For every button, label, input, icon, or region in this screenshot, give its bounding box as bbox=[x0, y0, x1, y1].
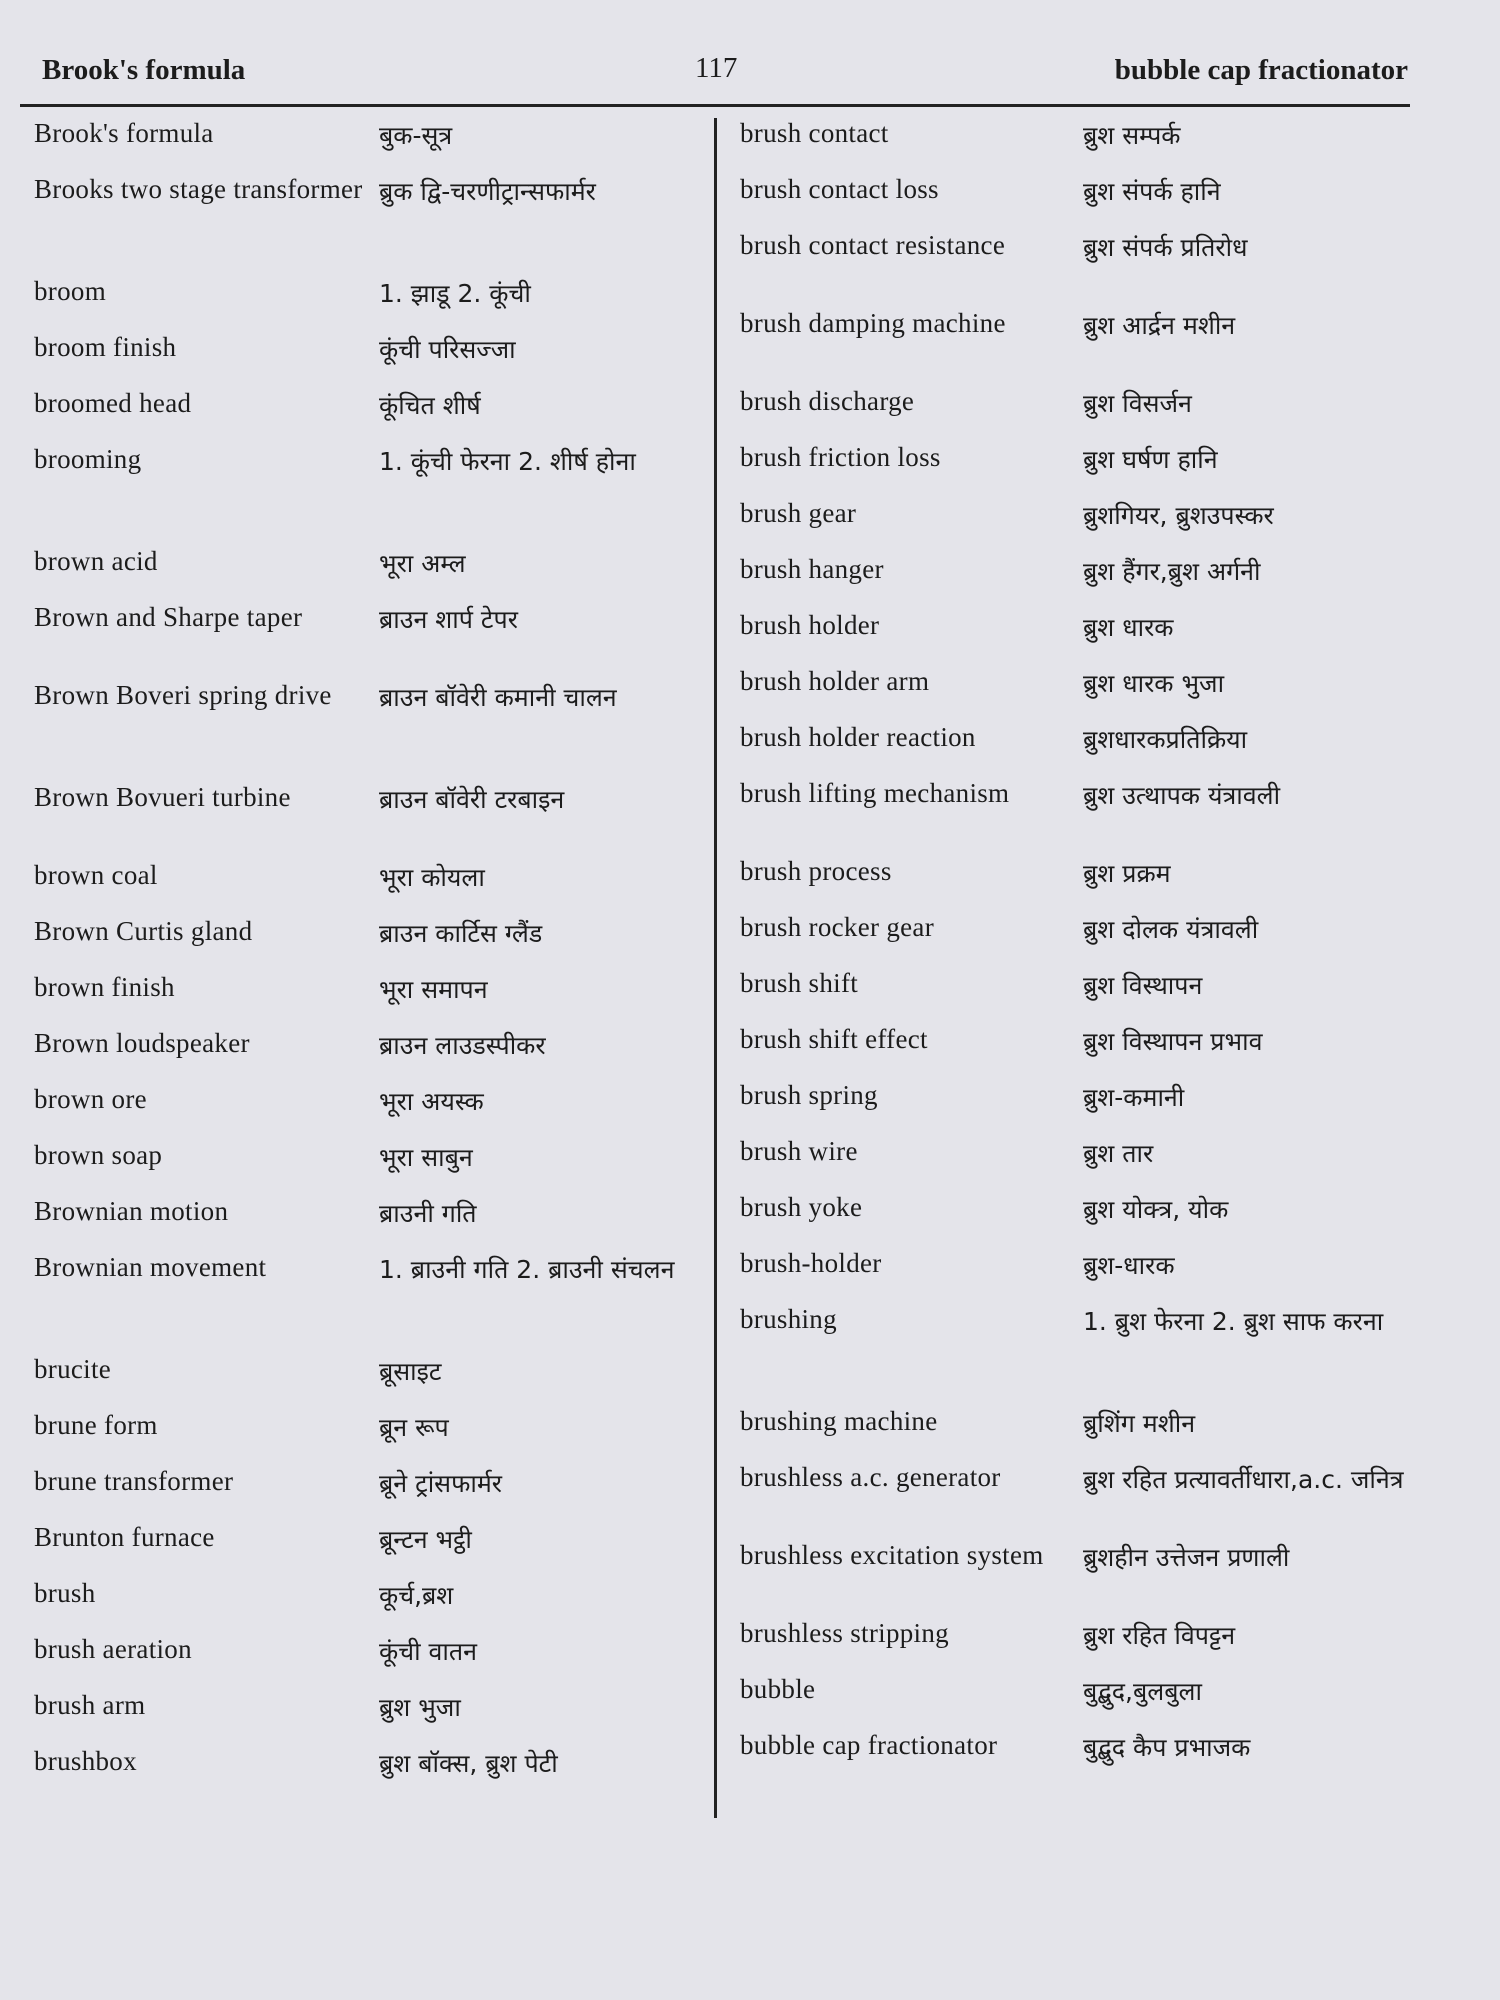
entry-hindi-equivalent: ब्रुश घर्षण हानि bbox=[1083, 445, 1218, 474]
entry-term: brush contact resistance bbox=[740, 230, 1006, 260]
dictionary-entry bbox=[34, 1348, 704, 1404]
entry-hindi-equivalent: ब्रूसाइट bbox=[379, 1357, 442, 1386]
entry-hindi-equivalent: कूंची परिसज्जा bbox=[379, 335, 516, 364]
entry-term: brush damping machine bbox=[740, 308, 1006, 338]
entry-hindi-equivalent: ब्रुश-कमानी bbox=[1083, 1083, 1185, 1112]
entry-hindi-equivalent: भूरा कोयला bbox=[379, 863, 485, 892]
entry-hindi-equivalent: भूरा साबुन bbox=[379, 1143, 473, 1172]
entry-term: brush holder reaction bbox=[740, 722, 976, 752]
entry-term: brushless a.c. generator bbox=[740, 1462, 1001, 1492]
entry-term: brush holder arm bbox=[740, 666, 930, 696]
entry-term: brushless excitation system bbox=[740, 1540, 1044, 1570]
entry-hindi-equivalent: ब्रुश हैंगर,ब्रुश अर्गनी bbox=[1083, 557, 1261, 586]
entry-term: brush rocker gear bbox=[740, 912, 935, 942]
dictionary-entry bbox=[34, 1516, 704, 1572]
dictionary-entry bbox=[740, 1668, 1420, 1724]
entry-term: Brunton furnace bbox=[34, 1522, 215, 1552]
right-column bbox=[740, 112, 1420, 1802]
entry-term: Brown Curtis gland bbox=[34, 916, 253, 946]
entry-term: brush hanger bbox=[740, 554, 884, 584]
entry-term: brush gear bbox=[740, 498, 857, 528]
dictionary-entry bbox=[34, 966, 704, 1022]
entry-hindi-equivalent: भूरा समापन bbox=[379, 975, 488, 1004]
entry-term: brush-holder bbox=[740, 1248, 882, 1278]
entry-term: brushless stripping bbox=[740, 1618, 949, 1648]
entry-hindi-equivalent: भूरा अयस्क bbox=[379, 1087, 484, 1116]
dictionary-entry bbox=[34, 1134, 704, 1190]
dictionary-entry bbox=[740, 1612, 1420, 1668]
dictionary-entry bbox=[740, 1242, 1420, 1298]
dictionary-entry bbox=[740, 380, 1420, 436]
entry-term: brushing bbox=[740, 1304, 837, 1334]
dictionary-entry bbox=[740, 112, 1420, 168]
entry-hindi-equivalent: ब्रुश संपर्क प्रतिरोध bbox=[1083, 233, 1248, 262]
entry-hindi-equivalent: ब्रुश विस्थापन प्रभाव bbox=[1083, 1027, 1263, 1056]
dictionary-entry bbox=[740, 660, 1420, 716]
dictionary-entry bbox=[34, 168, 704, 270]
dictionary-entry bbox=[740, 1130, 1420, 1186]
right-guide-word: bubble cap fractionator bbox=[1114, 54, 1408, 86]
entry-hindi-equivalent: ब्रुशधारकप्रतिक्रिया bbox=[1083, 725, 1248, 754]
entry-hindi-equivalent: भूरा अम्ल bbox=[379, 549, 466, 578]
entry-hindi-equivalent: ब्रुशहीन उत्तेजन प्रणाली bbox=[1083, 1543, 1290, 1572]
dictionary-entry bbox=[740, 1298, 1420, 1400]
dictionary-entry bbox=[740, 224, 1420, 302]
entry-term: brune transformer bbox=[34, 1466, 234, 1496]
dictionary-entry bbox=[740, 168, 1420, 224]
entry-hindi-equivalent: ब्रुश दोलक यंत्रावली bbox=[1083, 915, 1259, 944]
entry-hindi-equivalent: कूंची वातन bbox=[379, 1637, 477, 1666]
column-divider bbox=[714, 118, 717, 1818]
entry-term: brush shift bbox=[740, 968, 859, 998]
dictionary-entry bbox=[740, 604, 1420, 660]
page-header bbox=[40, 52, 1408, 92]
entry-term: brush bbox=[34, 1578, 96, 1608]
entry-term: Brown loudspeaker bbox=[34, 1028, 250, 1058]
entry-hindi-equivalent: 1. ब्रुश फेरना 2. ब्रुश साफ करना bbox=[1083, 1307, 1384, 1336]
entry-hindi-equivalent: ब्रूने ट्रांसफार्मर bbox=[379, 1469, 502, 1498]
dictionary-entry bbox=[34, 1022, 704, 1078]
dictionary-entry bbox=[740, 1456, 1420, 1534]
dictionary-entry bbox=[34, 596, 704, 674]
entry-hindi-equivalent: ब्रुश सम्पर्क bbox=[1083, 121, 1181, 150]
dictionary-entry bbox=[34, 112, 704, 168]
entry-term: brown soap bbox=[34, 1140, 163, 1170]
dictionary-entry bbox=[740, 1724, 1420, 1802]
entry-term: Brown and Sharpe taper bbox=[34, 602, 303, 632]
dictionary-entry bbox=[740, 436, 1420, 492]
entry-term: brush arm bbox=[34, 1690, 146, 1720]
dictionary-entry bbox=[740, 492, 1420, 548]
entry-hindi-equivalent: ब्रुश उत्थापक यंत्रावली bbox=[1083, 781, 1281, 810]
entry-term: broom bbox=[34, 276, 106, 306]
entry-hindi-equivalent: कूंचित शीर्ष bbox=[379, 391, 481, 420]
entry-hindi-equivalent: ब्रुश योक्त्र, योक bbox=[1083, 1195, 1229, 1224]
entry-hindi-equivalent: ब्रुश बॉक्स, ब्रुश पेटी bbox=[379, 1749, 558, 1778]
entry-term: brush contact loss bbox=[740, 174, 939, 204]
entry-term: broomed head bbox=[34, 388, 192, 418]
entry-hindi-equivalent: ब्रुश-धारक bbox=[1083, 1251, 1175, 1280]
dictionary-entry bbox=[740, 962, 1420, 1018]
dictionary-entry bbox=[740, 548, 1420, 604]
entry-term: Brooks two stage transformer bbox=[34, 174, 363, 204]
entry-hindi-equivalent: बुद्बुद कैप प्रभाजक bbox=[1083, 1733, 1251, 1762]
entry-hindi-equivalent: ब्रुश विस्थापन bbox=[1083, 971, 1203, 1000]
dictionary-entry bbox=[740, 1400, 1420, 1456]
dictionary-entry bbox=[740, 302, 1420, 380]
entry-hindi-equivalent: ब्रुक द्वि-चरणीट्रान्सफार्मर bbox=[379, 177, 596, 206]
entry-hindi-equivalent: ब्रुश तार bbox=[1083, 1139, 1154, 1168]
dictionary-entry bbox=[740, 906, 1420, 962]
entry-hindi-equivalent: ब्राउनी गति bbox=[379, 1199, 477, 1228]
entry-term: brooming bbox=[34, 444, 142, 474]
entry-term: brush contact bbox=[740, 118, 889, 148]
dictionary-entry bbox=[740, 1534, 1420, 1612]
entry-term: bubble bbox=[740, 1674, 816, 1704]
entry-term: brush holder bbox=[740, 610, 880, 640]
entry-term: Brownian motion bbox=[34, 1196, 229, 1226]
dictionary-entry bbox=[34, 540, 704, 596]
entry-hindi-equivalent: ब्रून्टन भट्ठी bbox=[379, 1525, 472, 1554]
dictionary-entry bbox=[34, 1246, 704, 1348]
entry-hindi-equivalent: 1. ब्राउनी गति 2. ब्राउनी संचलन bbox=[379, 1255, 675, 1284]
dictionary-entry bbox=[740, 772, 1420, 850]
entry-term: brown acid bbox=[34, 546, 158, 576]
dictionary-entry bbox=[34, 1740, 704, 1796]
entry-hindi-equivalent: ब्रुश भुजा bbox=[379, 1693, 461, 1722]
entry-hindi-equivalent: ब्रुश प्रक्रम bbox=[1083, 859, 1171, 888]
left-column bbox=[34, 112, 704, 1796]
dictionary-entry bbox=[740, 1074, 1420, 1130]
dictionary-entry bbox=[34, 1684, 704, 1740]
dictionary-entry bbox=[740, 1186, 1420, 1242]
entry-hindi-equivalent: ब्राउन बॉवेरी टरबाइन bbox=[379, 785, 565, 814]
dictionary-entry bbox=[34, 438, 704, 540]
entry-hindi-equivalent: ब्रुश आर्द्रन मशीन bbox=[1083, 311, 1236, 340]
entry-hindi-equivalent: ब्राउन बॉवेरी कमानी चालन bbox=[379, 683, 617, 712]
dictionary-entry bbox=[34, 1572, 704, 1628]
entry-hindi-equivalent: ब्रुश रहित विपट्टन bbox=[1083, 1621, 1236, 1650]
dictionary-entry bbox=[34, 1078, 704, 1134]
dictionary-entry bbox=[34, 674, 704, 776]
entry-hindi-equivalent: 1. कूंची फेरना 2. शीर्ष होना bbox=[379, 447, 636, 476]
entry-term: brucite bbox=[34, 1354, 112, 1384]
dictionary-entry bbox=[740, 1018, 1420, 1074]
dictionary-entry bbox=[740, 850, 1420, 906]
entry-hindi-equivalent: ब्रून रूप bbox=[379, 1413, 449, 1442]
entry-term: broom finish bbox=[34, 332, 177, 362]
entry-term: brush process bbox=[740, 856, 892, 886]
entry-term: brush shift effect bbox=[740, 1024, 928, 1054]
dictionary-entry bbox=[34, 270, 704, 326]
dictionary-entry bbox=[34, 854, 704, 910]
entry-term: brown coal bbox=[34, 860, 158, 890]
dictionary-entry bbox=[34, 326, 704, 382]
entry-term: brown finish bbox=[34, 972, 175, 1002]
entry-hindi-equivalent: ब्रुशिंग मशीन bbox=[1083, 1409, 1196, 1438]
left-guide-word: Brook's formula bbox=[42, 54, 246, 86]
entry-hindi-equivalent: ब्राउन शार्प टेपर bbox=[379, 605, 518, 634]
entry-hindi-equivalent: कूर्च,ब्रश bbox=[379, 1581, 454, 1610]
entry-hindi-equivalent: बुक-सूत्र bbox=[379, 121, 453, 150]
entry-term: bubble cap fractionator bbox=[740, 1730, 998, 1760]
entry-term: Brownian movement bbox=[34, 1252, 267, 1282]
entry-term: brush friction loss bbox=[740, 442, 941, 472]
dictionary-entry bbox=[34, 910, 704, 966]
entry-term: Brown Bovueri turbine bbox=[34, 782, 291, 812]
entry-term: brush yoke bbox=[740, 1192, 863, 1222]
entry-term: brush aeration bbox=[34, 1634, 192, 1664]
entry-term: brune form bbox=[34, 1410, 158, 1440]
entry-hindi-equivalent: ब्रुश रहित प्रत्यावर्तीधारा,a.c. जनित्र bbox=[1083, 1465, 1404, 1494]
entry-term: brushing machine bbox=[740, 1406, 938, 1436]
entry-term: brush discharge bbox=[740, 386, 915, 416]
page-number: 117 bbox=[695, 52, 738, 84]
entry-term: brown ore bbox=[34, 1084, 147, 1114]
entry-hindi-equivalent: ब्रुशगियर, ब्रुशउपस्कर bbox=[1083, 501, 1274, 530]
entry-hindi-equivalent: ब्रुश संपर्क हानि bbox=[1083, 177, 1221, 206]
entry-term: brush wire bbox=[740, 1136, 858, 1166]
entry-term: Brook's formula bbox=[34, 118, 214, 148]
entry-hindi-equivalent: ब्रुश धारक bbox=[1083, 613, 1174, 642]
entry-hindi-equivalent: 1. झाडू 2. कूंची bbox=[379, 279, 531, 308]
dictionary-entry bbox=[34, 1404, 704, 1460]
entry-hindi-equivalent: ब्राउन कार्टिस ग्लैंड bbox=[379, 919, 543, 948]
entry-term: brush spring bbox=[740, 1080, 878, 1110]
entry-hindi-equivalent: बुद्बुद,बुलबुला bbox=[1083, 1677, 1202, 1706]
entry-hindi-equivalent: ब्रुश धारक भुजा bbox=[1083, 669, 1225, 698]
entry-hindi-equivalent: ब्राउन लाउडस्पीकर bbox=[379, 1031, 546, 1060]
entry-term: Brown Boveri spring drive bbox=[34, 680, 332, 710]
dictionary-entry bbox=[34, 382, 704, 438]
entry-term: brush lifting mechanism bbox=[740, 778, 1010, 808]
dictionary-entry bbox=[34, 1460, 704, 1516]
entry-term: brushbox bbox=[34, 1746, 137, 1776]
dictionary-entry bbox=[34, 1628, 704, 1684]
entry-hindi-equivalent: ब्रुश विसर्जन bbox=[1083, 389, 1192, 418]
dictionary-entry bbox=[34, 776, 704, 854]
header-rule bbox=[20, 104, 1410, 107]
dictionary-entry bbox=[34, 1190, 704, 1246]
dictionary-entry bbox=[740, 716, 1420, 772]
